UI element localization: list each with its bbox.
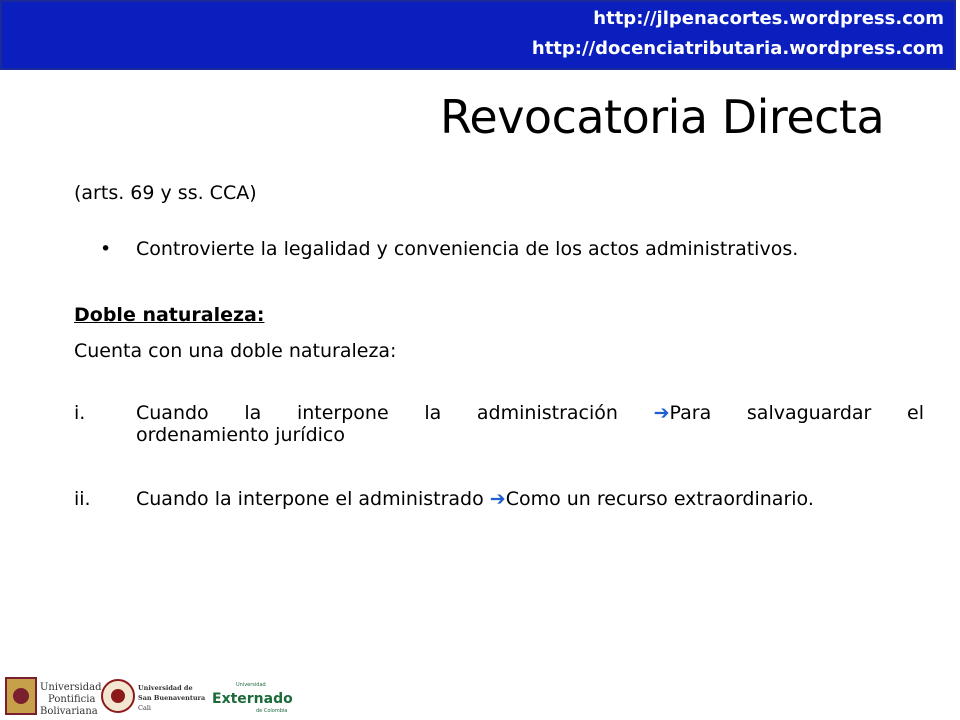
externado-logo: [212, 682, 293, 714]
usb-name-1: Universidad de: [138, 684, 193, 692]
item-marker-ii: ii.: [74, 488, 91, 510]
bullet-icon: •: [100, 238, 112, 260]
arrow-right-icon: ➔: [489, 488, 506, 510]
arrow-right-icon: ➔: [653, 402, 670, 424]
upb-name-3: Bolivariana: [40, 706, 98, 717]
bullet-text: Controvierte la legalidad y conveniencia de los actos administrativos.: [136, 238, 799, 260]
slide-title: Revocatoria Directa: [440, 90, 885, 144]
usb-logo: [102, 680, 206, 712]
upb-name-2: Pontificia: [48, 694, 96, 705]
section-heading: Doble naturaleza:: [74, 304, 265, 326]
list-item: [136, 488, 924, 510]
usb-name-3: Cali: [138, 704, 152, 712]
item-text-post: Como un recurso extraordinario.: [505, 488, 814, 510]
upb-name-1: Universidad: [40, 682, 102, 693]
usb-name-2: San Buenaventura: [138, 694, 206, 702]
section-intro: Cuenta con una doble naturaleza:: [74, 340, 397, 362]
ext-name-3: de Colombia: [256, 708, 288, 714]
list-item: [136, 402, 924, 446]
item-text-pre: Cuando la interpone el administrado: [136, 488, 484, 510]
blog-link-jlpenacortes[interactable]: http://jlpenacortes.wordpress.com: [593, 8, 944, 29]
item-line: [136, 402, 924, 424]
header-banner: [0, 0, 956, 70]
university-logos: [0, 672, 300, 720]
item-marker-i: i.: [74, 402, 86, 424]
blog-link-docenciatributaria[interactable]: http://docenciatributaria.wordpress.com: [531, 38, 944, 59]
item-text-post: Para salvaguardar el: [669, 402, 924, 424]
item-text-pre: Cuando la interpone la administración: [136, 402, 618, 424]
upb-logo: [6, 678, 102, 717]
ext-name-1: Universidad: [236, 682, 266, 688]
subtitle-articles: (arts. 69 y ss. CCA): [74, 182, 257, 204]
ext-name-2: Externado: [212, 691, 293, 707]
item-text-line2: ordenamiento jurídico: [136, 424, 345, 446]
